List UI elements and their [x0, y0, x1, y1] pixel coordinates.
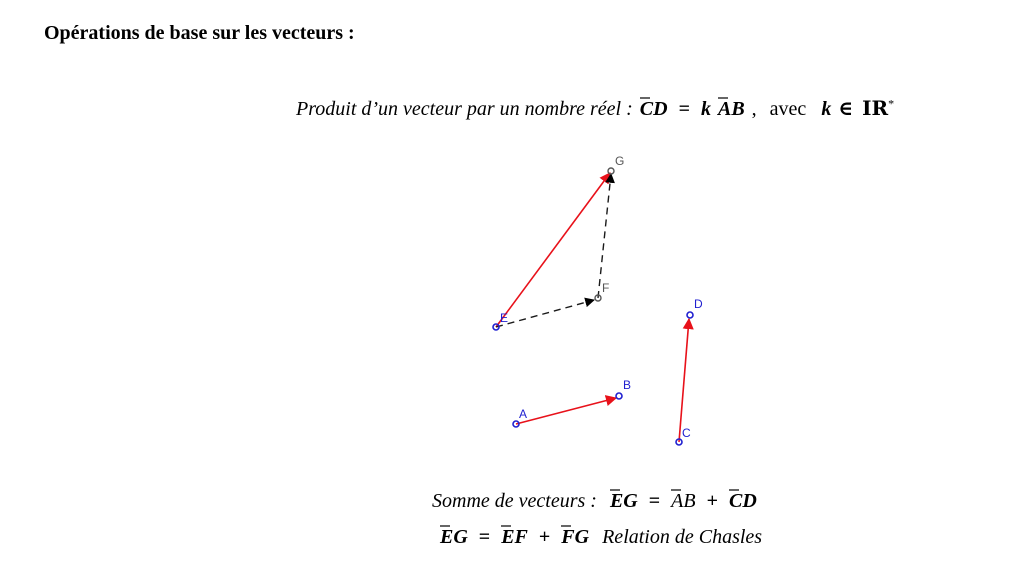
product-label: Produit d’un vecteur par un nombre réel :	[296, 98, 633, 120]
chasles-eg: EG	[440, 526, 468, 548]
sum-formula	[432, 490, 759, 513]
vector-ab-label: AB	[717, 98, 745, 120]
set-star: *	[888, 96, 895, 111]
label-f: F	[602, 281, 610, 295]
label-g: G	[615, 154, 625, 168]
sum-plus: +	[706, 490, 718, 512]
comma: ,	[751, 98, 757, 120]
page-title: Opérations de base sur les vecteurs :	[44, 22, 355, 44]
vector-fg	[598, 174, 611, 298]
sum-ab: AB	[671, 490, 696, 512]
label-d: D	[694, 297, 703, 311]
avec-word: avec	[769, 98, 807, 120]
chasles-plus: +	[538, 526, 551, 548]
label-a: A	[519, 407, 528, 421]
vector-ef	[496, 300, 594, 327]
chasles-formula	[438, 526, 762, 549]
chasles-ef: EF	[501, 526, 528, 548]
label-e: E	[500, 311, 509, 325]
vector-cd-label: CD	[639, 98, 668, 120]
chasles-label: Relation de Chasles	[602, 526, 763, 548]
point-b	[616, 393, 622, 399]
vector-eg	[496, 173, 610, 327]
equals-sign: =	[678, 98, 690, 120]
scalar-k-2: k	[821, 98, 832, 120]
sum-label: Somme de vecteurs :	[432, 490, 597, 512]
vector-ab	[516, 398, 616, 424]
chasles-fg: FG	[561, 526, 590, 548]
real-numbers-set: IR	[862, 96, 889, 120]
point-d	[687, 312, 693, 318]
vector-cd	[679, 319, 689, 442]
label-b: B	[623, 378, 632, 392]
scalar-k: k	[700, 98, 711, 120]
sum-eg: EG	[609, 490, 638, 512]
element-of-symbol: ∈	[838, 96, 854, 120]
label-c: C	[682, 426, 691, 440]
chasles-equals: =	[478, 526, 491, 548]
point-g	[608, 168, 614, 174]
sum-cd: CD	[728, 490, 757, 512]
sum-equals: =	[648, 490, 661, 512]
